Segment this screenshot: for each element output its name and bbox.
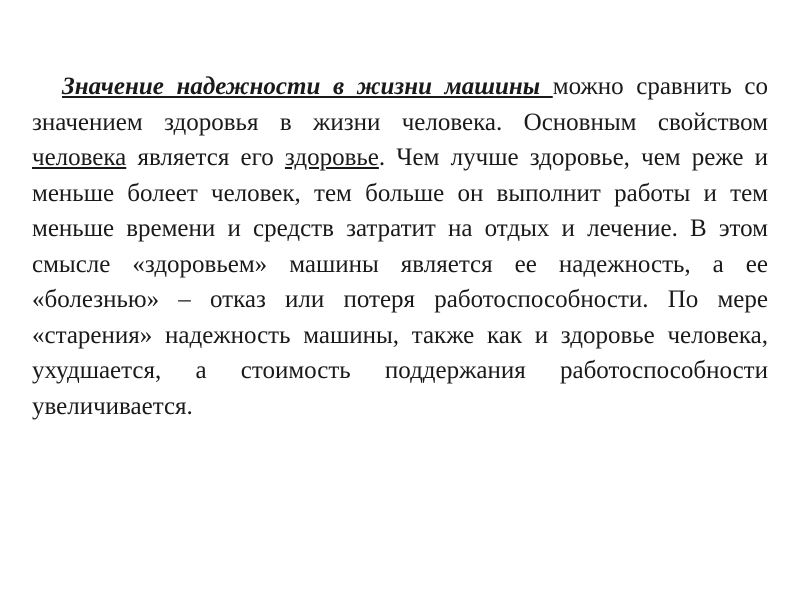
lead-phrase: Значение надежности в жизни машины xyxy=(62,73,553,100)
paragraph-text-1: можно сравнить со значением здоровья в жизни человека. Основным свойством xyxy=(32,73,768,136)
underlined-word-human: человека xyxy=(32,144,127,171)
paragraph-text-2: является его xyxy=(126,144,285,171)
paragraph-text-3: . Чем лучше здоровье, чем реже и меньше болеет человек, тем больше он выполнит работы и тем меньше времени и средств затратит на отдых и лечение. В этом смысле «здоровьем» машины является ее надежность, а ее «болезнью» – отказ или потеря работоспособности. По мере «старения» надежность машины, также как и здоровье человека, ухудшается, а стоимость поддержания работоспособности увеличивается. xyxy=(32,144,768,420)
underlined-word-health: здоровье xyxy=(284,144,379,171)
body-paragraph xyxy=(32,69,768,424)
